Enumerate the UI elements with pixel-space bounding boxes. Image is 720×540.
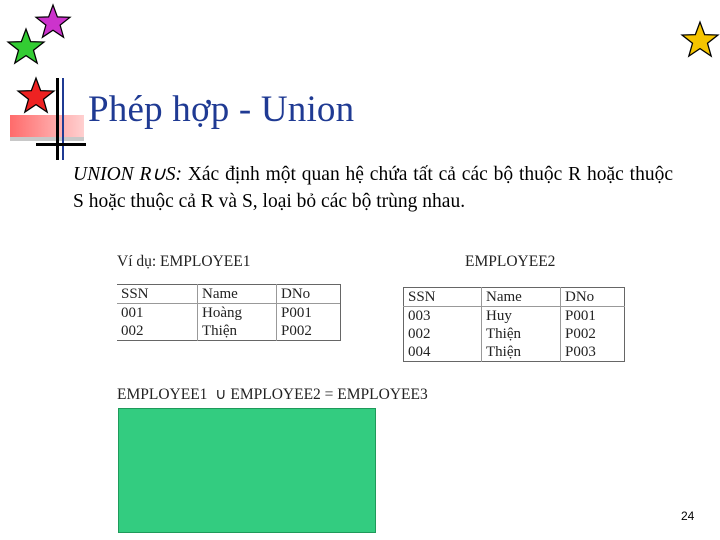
table-cell: Huy — [482, 307, 561, 326]
table-cell: 001 — [117, 304, 198, 323]
example-label: Ví dụ: EMPLOYEE1 — [117, 253, 251, 270]
table-row — [117, 322, 341, 341]
union-equation: EMPLOYEE1 ∪ EMPLOYEE2 = EMPLOYEE3 — [117, 386, 428, 403]
table-cell: P001 — [277, 304, 341, 323]
table-cell: P003 — [565, 343, 596, 360]
union-definition — [73, 161, 673, 215]
table-cell: 002 — [404, 325, 482, 343]
title-vertical-bar — [56, 78, 59, 160]
table-row — [404, 307, 625, 326]
table-cell: P002 — [565, 325, 596, 342]
column-header: Name — [198, 285, 277, 304]
title-accent-block — [10, 115, 84, 137]
table-cell: P001 — [565, 307, 596, 324]
title-horizontal-bar — [36, 143, 86, 146]
table-header-row — [117, 285, 341, 304]
union-description: Xác định một quan hệ chứa tất cả các bộ thuộc R hoặc thuộc S hoặc thuộc cả R và S, loại bỏ các bộ trùng nhau. — [73, 164, 674, 212]
column-header: SSN — [404, 288, 482, 307]
table-row — [404, 325, 625, 343]
column-header: Name — [482, 288, 561, 307]
column-header: SSN — [117, 285, 198, 304]
column-header: DNo — [277, 285, 341, 304]
union-notation: UNION R∪S: — [73, 164, 182, 185]
table-cell: Thiện — [198, 322, 277, 341]
table-cell: Thiện — [482, 343, 561, 362]
column-header: DNo — [565, 288, 595, 305]
table-cell: Thiện — [482, 325, 561, 343]
title-accent-underline — [10, 137, 84, 141]
table-row — [404, 343, 625, 362]
table-cell: 004 — [404, 343, 482, 362]
table-header-row — [404, 288, 625, 307]
employee2-table — [403, 287, 625, 362]
employee1-table — [117, 284, 341, 341]
table-cell: Hoàng — [198, 304, 277, 323]
table-cell: 002 — [117, 322, 198, 341]
slide-title: Phép hợp - Union — [88, 89, 355, 130]
title-vertical-bar-2 — [62, 78, 64, 160]
employee2-label: EMPLOYEE2 — [465, 253, 556, 270]
green-star-icon — [7, 28, 45, 66]
table-cell: 003 — [404, 307, 482, 326]
table-row — [117, 304, 341, 323]
yellow-star-icon — [681, 21, 719, 59]
red-star-icon — [17, 77, 55, 115]
page-number: 24 — [681, 509, 695, 523]
table-cell: P002 — [277, 322, 341, 341]
result-box — [118, 408, 376, 533]
